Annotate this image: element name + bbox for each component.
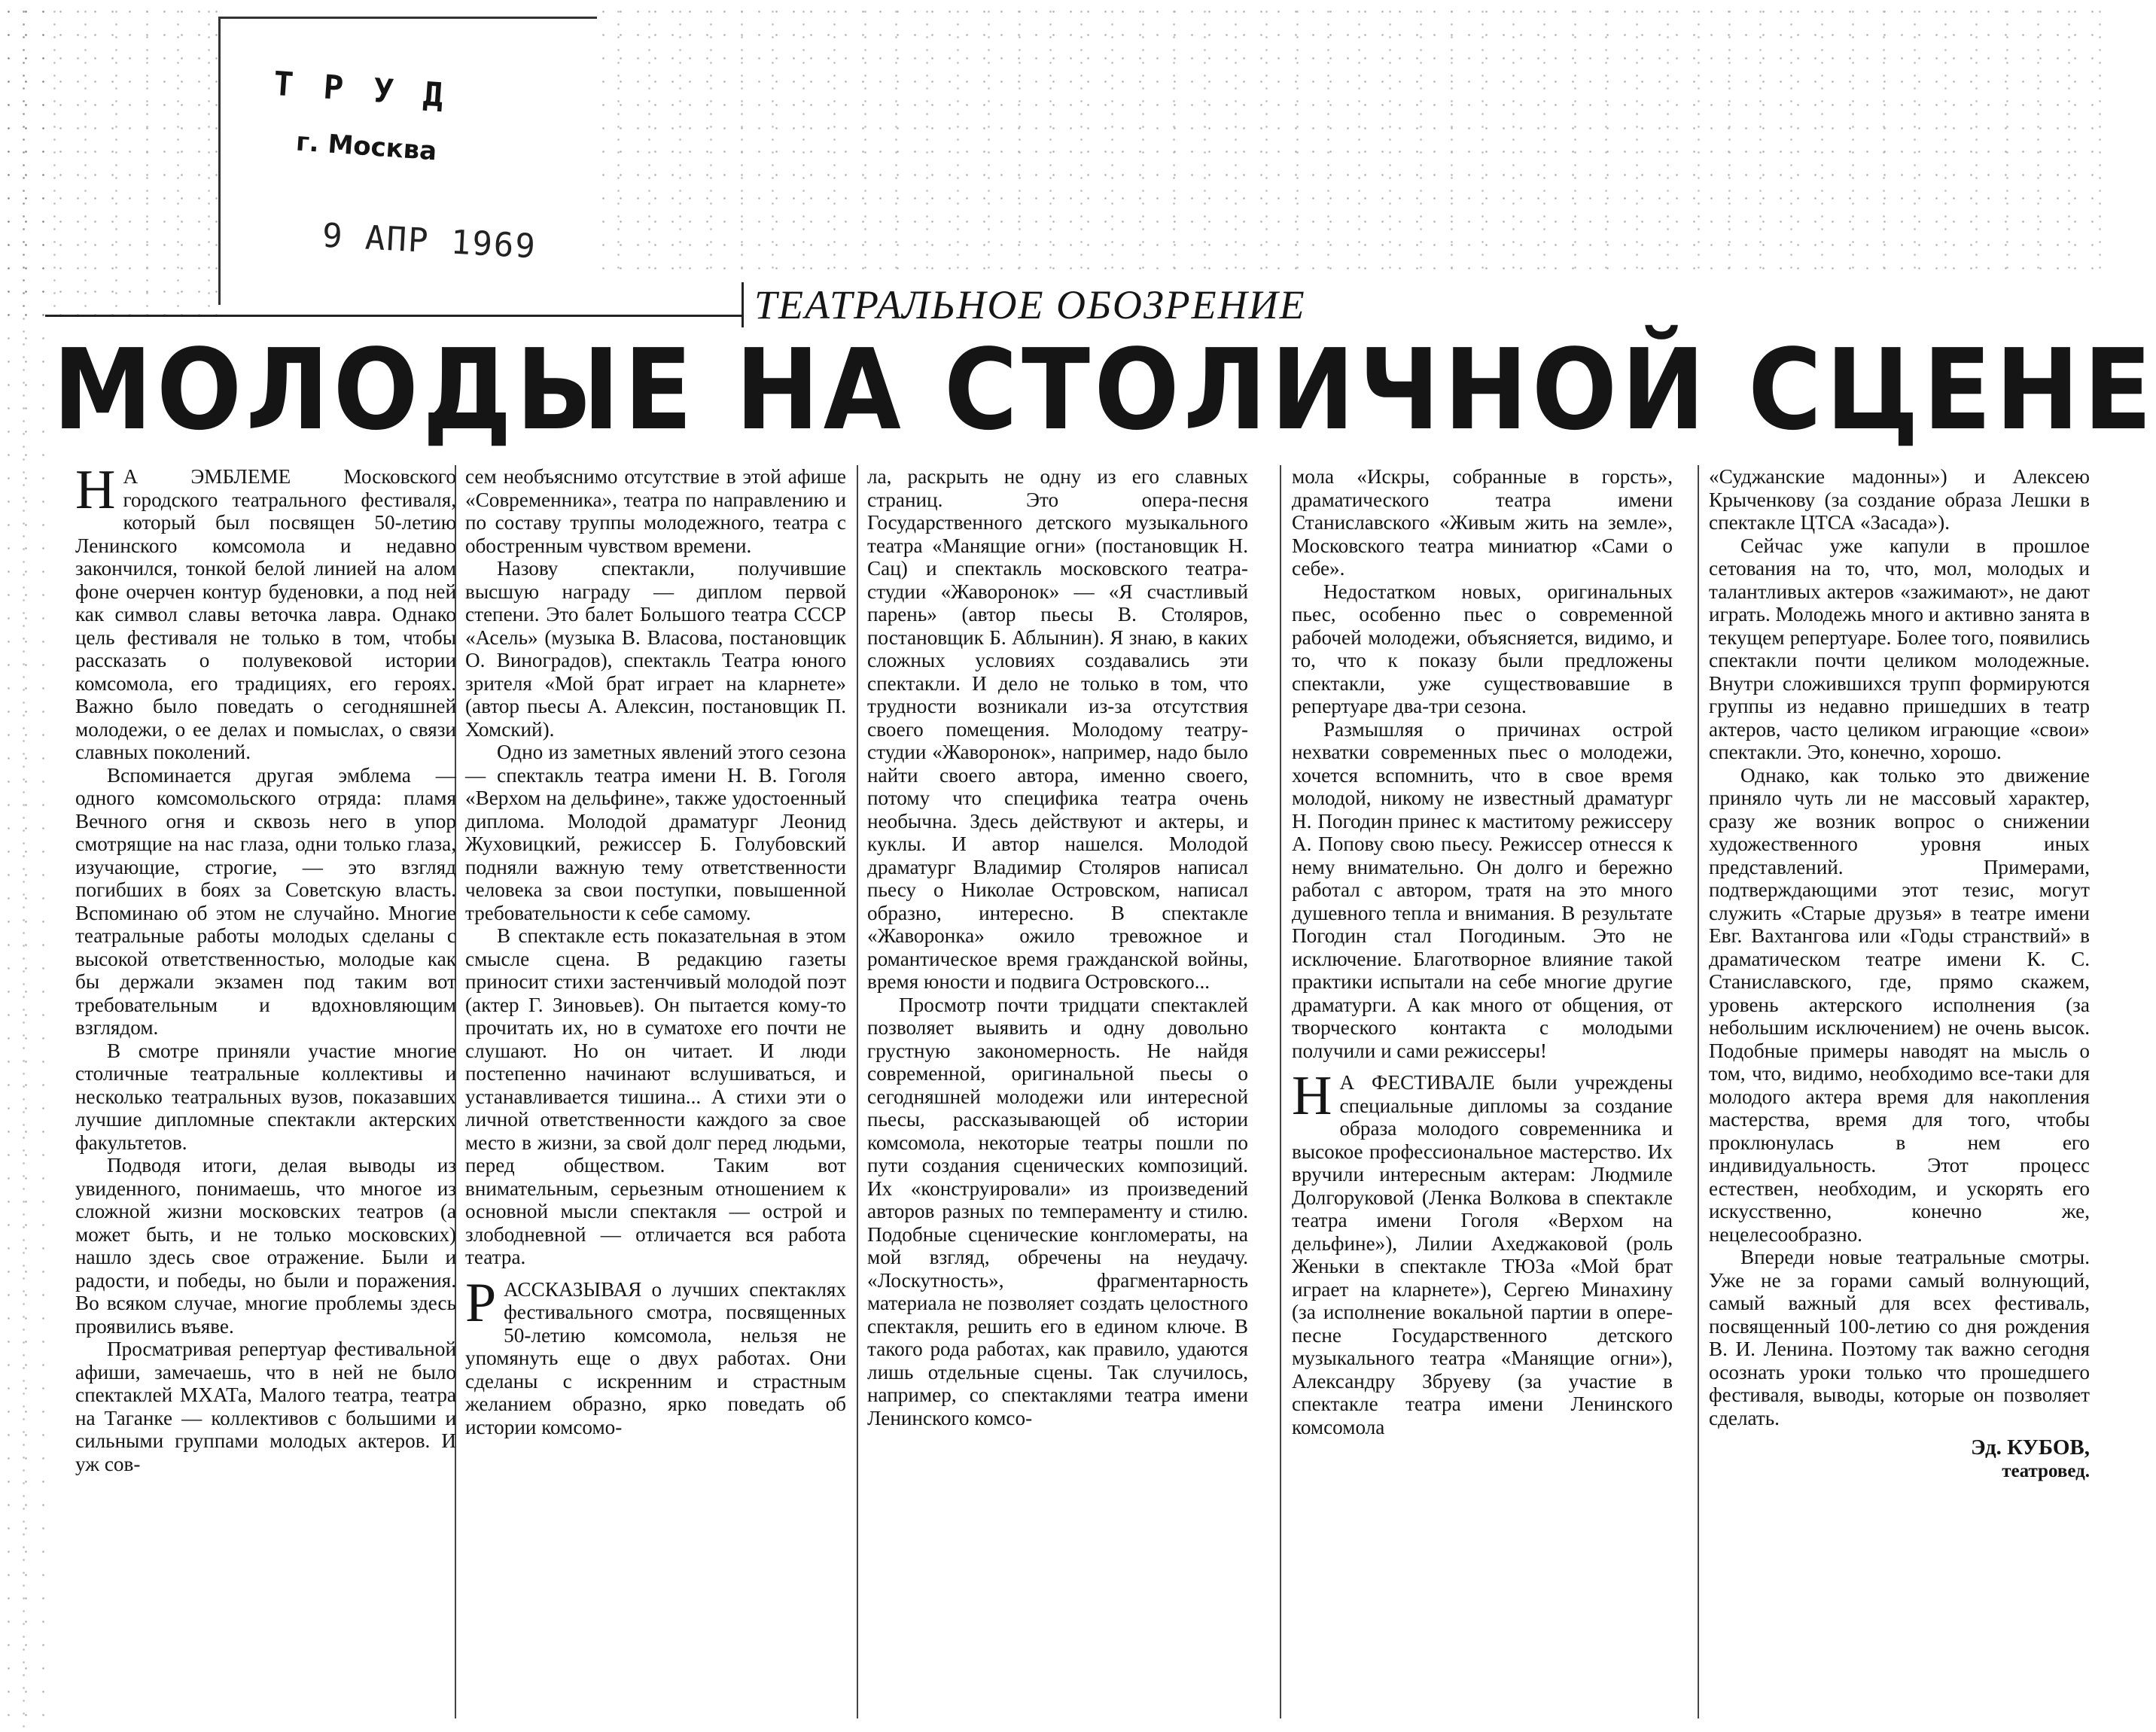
article-paragraph: «Суджанские мадонны») и Алексею Крыченкову (за создание образа Лешки в спектакле ЦТСА «Засада»). — [1709, 465, 2090, 534]
author-role: театровед. — [2002, 1461, 2090, 1481]
clipping-stamp — [218, 17, 597, 305]
article-paragraph: мола «Искры, собранные в горсть», драматического театра имени Станиславского «Живым жить на земле», Московского театра миниатюр «Сами о себе». — [1292, 465, 1673, 580]
scan-noise-corner — [0, 0, 218, 316]
article-paragraph: Впереди новые театральные смотры. Уже не за горами самый волнующий, самый важный для всех фестиваль, посвященный 100-летию со дня рождения В. И. Ленина. Поэтому так важно сегодня осознать уроки только что прошедшего фестиваля, выводы, которые он позволяет сделать. — [1709, 1246, 2090, 1429]
article-column-5 — [1709, 465, 2090, 1484]
article-paragraph: Размышляя о причинах острой нехватки современных пьес о молодежи, хочется вспомнить, что в свое время молодой, никому не известный драматург Н. Погодин принес к маститому режиссеру А. Попову свою пьесу. Режиссер отнесся к нему внимательно. Он долго и бережно работал с автором, тратя на это много душевного тепла и внимания. В результате Погодин стал Погодиным. Это не исключение. Благотворное влияние такой практики испытали на себе многие другие драматурги. А как много от общения, от творческого контакта с молодыми получили и сами режиссеры! — [1292, 717, 1673, 1062]
article-paragraph: Просматривая репертуар фестивальной афиши, замечаешь, что в ней не было спектаклей МХАТа, Малого театра, театра на Таганке — коллективов с большими и сильными группами молодых актеров. И уж сов- — [75, 1338, 456, 1475]
drop-cap: Н — [1292, 1065, 1332, 1127]
article-column-2 — [465, 465, 846, 1438]
article-paragraph: Вспоминается другая эмблема — одного комсомольского отряда: пламя Вечного огня и сквозь него в упор смотрящие на нас глаза, одни только глаза, изучающие, строгие, — это взгляд погибших в боях за Советскую власть. Вспоминаю об этом не случайно. Многие театральные работы молодых сделаны с высокой ответственностью, молодые как бы держали экзамен под таким вот требовательным и вдохновляющим взглядом. — [75, 763, 456, 1039]
stamp-date: 9 АПР 1969 — [321, 216, 538, 266]
drop-cap: Н — [75, 459, 116, 521]
column-rule — [1280, 465, 1281, 1718]
article-paragraph: Сейчас уже капули в прошлое сетования на то, что, мол, молодых и талантливых актеров «зажимают», не дают играть. Молодежь много и активно занята в текущем репертуаре. Более того, появились спектакли почти целиком молодежные. Внутри сложившихся трупп формируются группы из недавно пришедших в театр актеров, часто целиком играющие «свои» спектакли. Это, конечно, хорошо. — [1709, 534, 2090, 763]
stamp-newspaper: ТРУД — [272, 64, 475, 117]
drop-cap: Р — [465, 1271, 497, 1334]
article-column-4 — [1292, 465, 1673, 1438]
author-name: Эд. КУБОВ, — [1971, 1435, 2090, 1460]
article-paragraph — [465, 1271, 846, 1439]
stamp-city: г. Москва — [294, 126, 438, 167]
column-rule — [1698, 465, 1699, 1718]
header-rule — [45, 315, 742, 317]
article-paragraph: В смотре приняли участие многие столичные театральные коллективы и несколько театральных вузов, показавших лучшие дипломные спектакли актерских факультетов. — [75, 1039, 456, 1154]
article-paragraph — [75, 459, 456, 764]
author-signature — [1709, 1435, 2090, 1484]
paragraph-text: А ЭМБЛЕМЕ Московского городского театрального фестиваля, который был посвящен 50-летию Ленинского комсомола и недавно закончился, тонкой белой линией на алом фоне очерчен контур буденовки, а под ней как символ славы веточка лавра. Однако цель фестиваля не только в том, чтобы рассказать о полувековой истории комсомола, его традициях, его героях. Важно было поведать о сегодняшней молодежи, о ее делах и помыслах, о связи славных поколений. — [75, 465, 456, 763]
article-paragraph: Недостатком новых, оригинальных пьес, особенно пьес о современной рабочей молодежи, объясняется, видимо, и то, что к показу были предложены спектакли, уже существовавшие в репертуаре два-три сезона. — [1292, 580, 1673, 717]
article-paragraph — [1292, 1065, 1673, 1438]
section-rubric: ТЕАТРАЛЬНОЕ ОБОЗРЕНИЕ — [742, 282, 1387, 327]
paragraph-text: АССКАЗЫВАЯ о лучших спектаклях фестивального смотра, посвященных 50-летию комсомола, нельзя не упомянуть еще о двух работах. Они сделаны с искренним и страстным желанием образно, ярко поведать об истории комсомо- — [465, 1277, 846, 1438]
article-paragraph: В спектакле есть показательная в этом смысле сцена. В редакцию газеты приносит стихи застенчивый молодой поэт (актер Г. Зиновьев). Он пытается кому-то прочитать их, но в суматохе его почти не слушают. Но он читает. И люди постепенно начинают вслушиваться, и устанавливается тишина... А стихи эти о личной ответственности каждого за свое место в жизни, за свой долг перед людьми, перед обществом. Таким вот внимательным, серьезным отношением к основной мысли спектакля — острой и злободневной — отличается вся работа театра. — [465, 924, 846, 1268]
article-paragraph: Подводя итоги, делая выводы из увиденного, понимаешь, что многое из сложной жизни московских театров (а может быть, и не только московских) нашло здесь свое отражение. Были и радости, и победы, но были и поражения. Во всяком случае, многие проблемы здесь проявились въяве. — [75, 1154, 456, 1338]
article-paragraph: Просмотр почти тридцати спектаклей позволяет выявить и одну довольно грустную закономерность. Не найдя современной, оригинальной пьесы о сегодняшней молодежи или интересной пьесы, рассказывающей об истории комсомола, некоторые театры пошли по пути создания сценических композиций. Их «конструировали» из произведений авторов разных по темпераменту и стилю. Подобные сценические конгломераты, на мой взгляд, обречены на неудачу. «Лоскутность», фрагментарность материала не позволяет создать целостного спектакля, решить его в едином ключе. В такого рода работах, как правило, удаются лишь отдельные сцены. Так случилось, например, со спектаклями театра имени Ленинского комсо- — [867, 993, 1248, 1429]
paragraph-text: А ФЕСТИВАЛЕ были учреждены специальные дипломы за создание образа молодого современника и высокое профессиональное мастерство. Их вручили интересным актерам: Людмиле Долгоруковой (Ленка Волкова в спектакле театра имени Гоголя «Верхом на дельфине»), Лилии Ахеджаковой (роль Женьки в спектакле ТЮЗа «Мой брат играет на кларнете»), Сергею Минахину (за исполнение вокальной партии в опере-песне Государственного детского музыкального театра «Манящие огни»), Александру Збруеву (за участие в спектакле театра имени Ленинского комсомола — [1292, 1071, 1673, 1438]
article-column-1 — [75, 459, 456, 1475]
article-paragraph: Назову спектакли, получившие высшую награду — диплом первой степени. Это балет Большого театра СССР «Асель» (музыка В. Власова, постановщик О. Виноградов), спектакль Театра юного зрителя «Мой брат играет на кларнете» (автор пьесы А. Алексин, постановщик П. Хомский). — [465, 557, 846, 741]
article-paragraph: Однако, как только это движение приняло чуть ли не массовый характер, сразу же возник вопрос о снижении художественного уровня иных представлений. Примерами, подтверждающими этот тезис, могут служить «Старые друзья» в театре имени Евг. Вахтангова или «Годы странствий» в драматическом театре имени К. С. Станиславского, где, прямо скажем, уровень актерского исполнения (за небольшим исключением) не очень высок. Подобные примеры наводят на мысль о том, что, видимо, необходимо все-таки для молодого актера время для накопления мастерства, время для того, чтобы проклюнулась в нем его индивидуальность. Этот процесс естествен, необходим, и ускорять его искусственно, конечно же, нецелесообразно. — [1709, 763, 2090, 1246]
scan-noise-top — [595, 0, 2108, 279]
article-paragraph: Одно из заметных явлений этого сезона — спектакль театра имени Н. В. Гоголя «Верхом на дельфине», также удостоенный диплома. Молодой драматург Леонид Жуховицкий, режиссер Б. Голубовский подняли важную тему ответственности человека за свои поступки, повышенной требовательности к себе самому. — [465, 741, 846, 924]
article-column-3 — [867, 465, 1248, 1429]
article-paragraph: сем необъяснимо отсутствие в этой афише «Современника», театра по направлению и по составу труппы молодежного, театра с обостренным чувством времени. — [465, 465, 846, 557]
column-rule — [857, 465, 858, 1718]
article-paragraph: ла, раскрыть не одну из его славных страниц. Это опера-песня Государственного детского музыкального театра «Манящие огни» (постановщик Н. Сац) и спектакль московского театра-студии «Жаворонок» — «Я счастливый парень» (автор пьесы В. Столяров, постановщик Б. Аблынин). Я знаю, в каких сложных условиях создавались эти спектакли. И дело не только в том, что трудности возникали из-за отсутствия своего помещения. Молодому театру-студии «Жаворонок», например, надо было найти своего автора, именно своего, потому что специфика театра очень необычна. Здесь действуют и актеры, и куклы. И автор нашелся. Молодой драматург Владимир Столяров написал пьесу о Николае Островском, написал образно, интересно. В спектакле «Жаворонка» ожило тревожное и романтическое время гражданской войны, время юности и подвига Островского... — [867, 465, 1248, 993]
article-headline: МОЛОДЫЕ НА СТОЛИЧНОЙ СЦЕНЕ — [53, 325, 2156, 455]
